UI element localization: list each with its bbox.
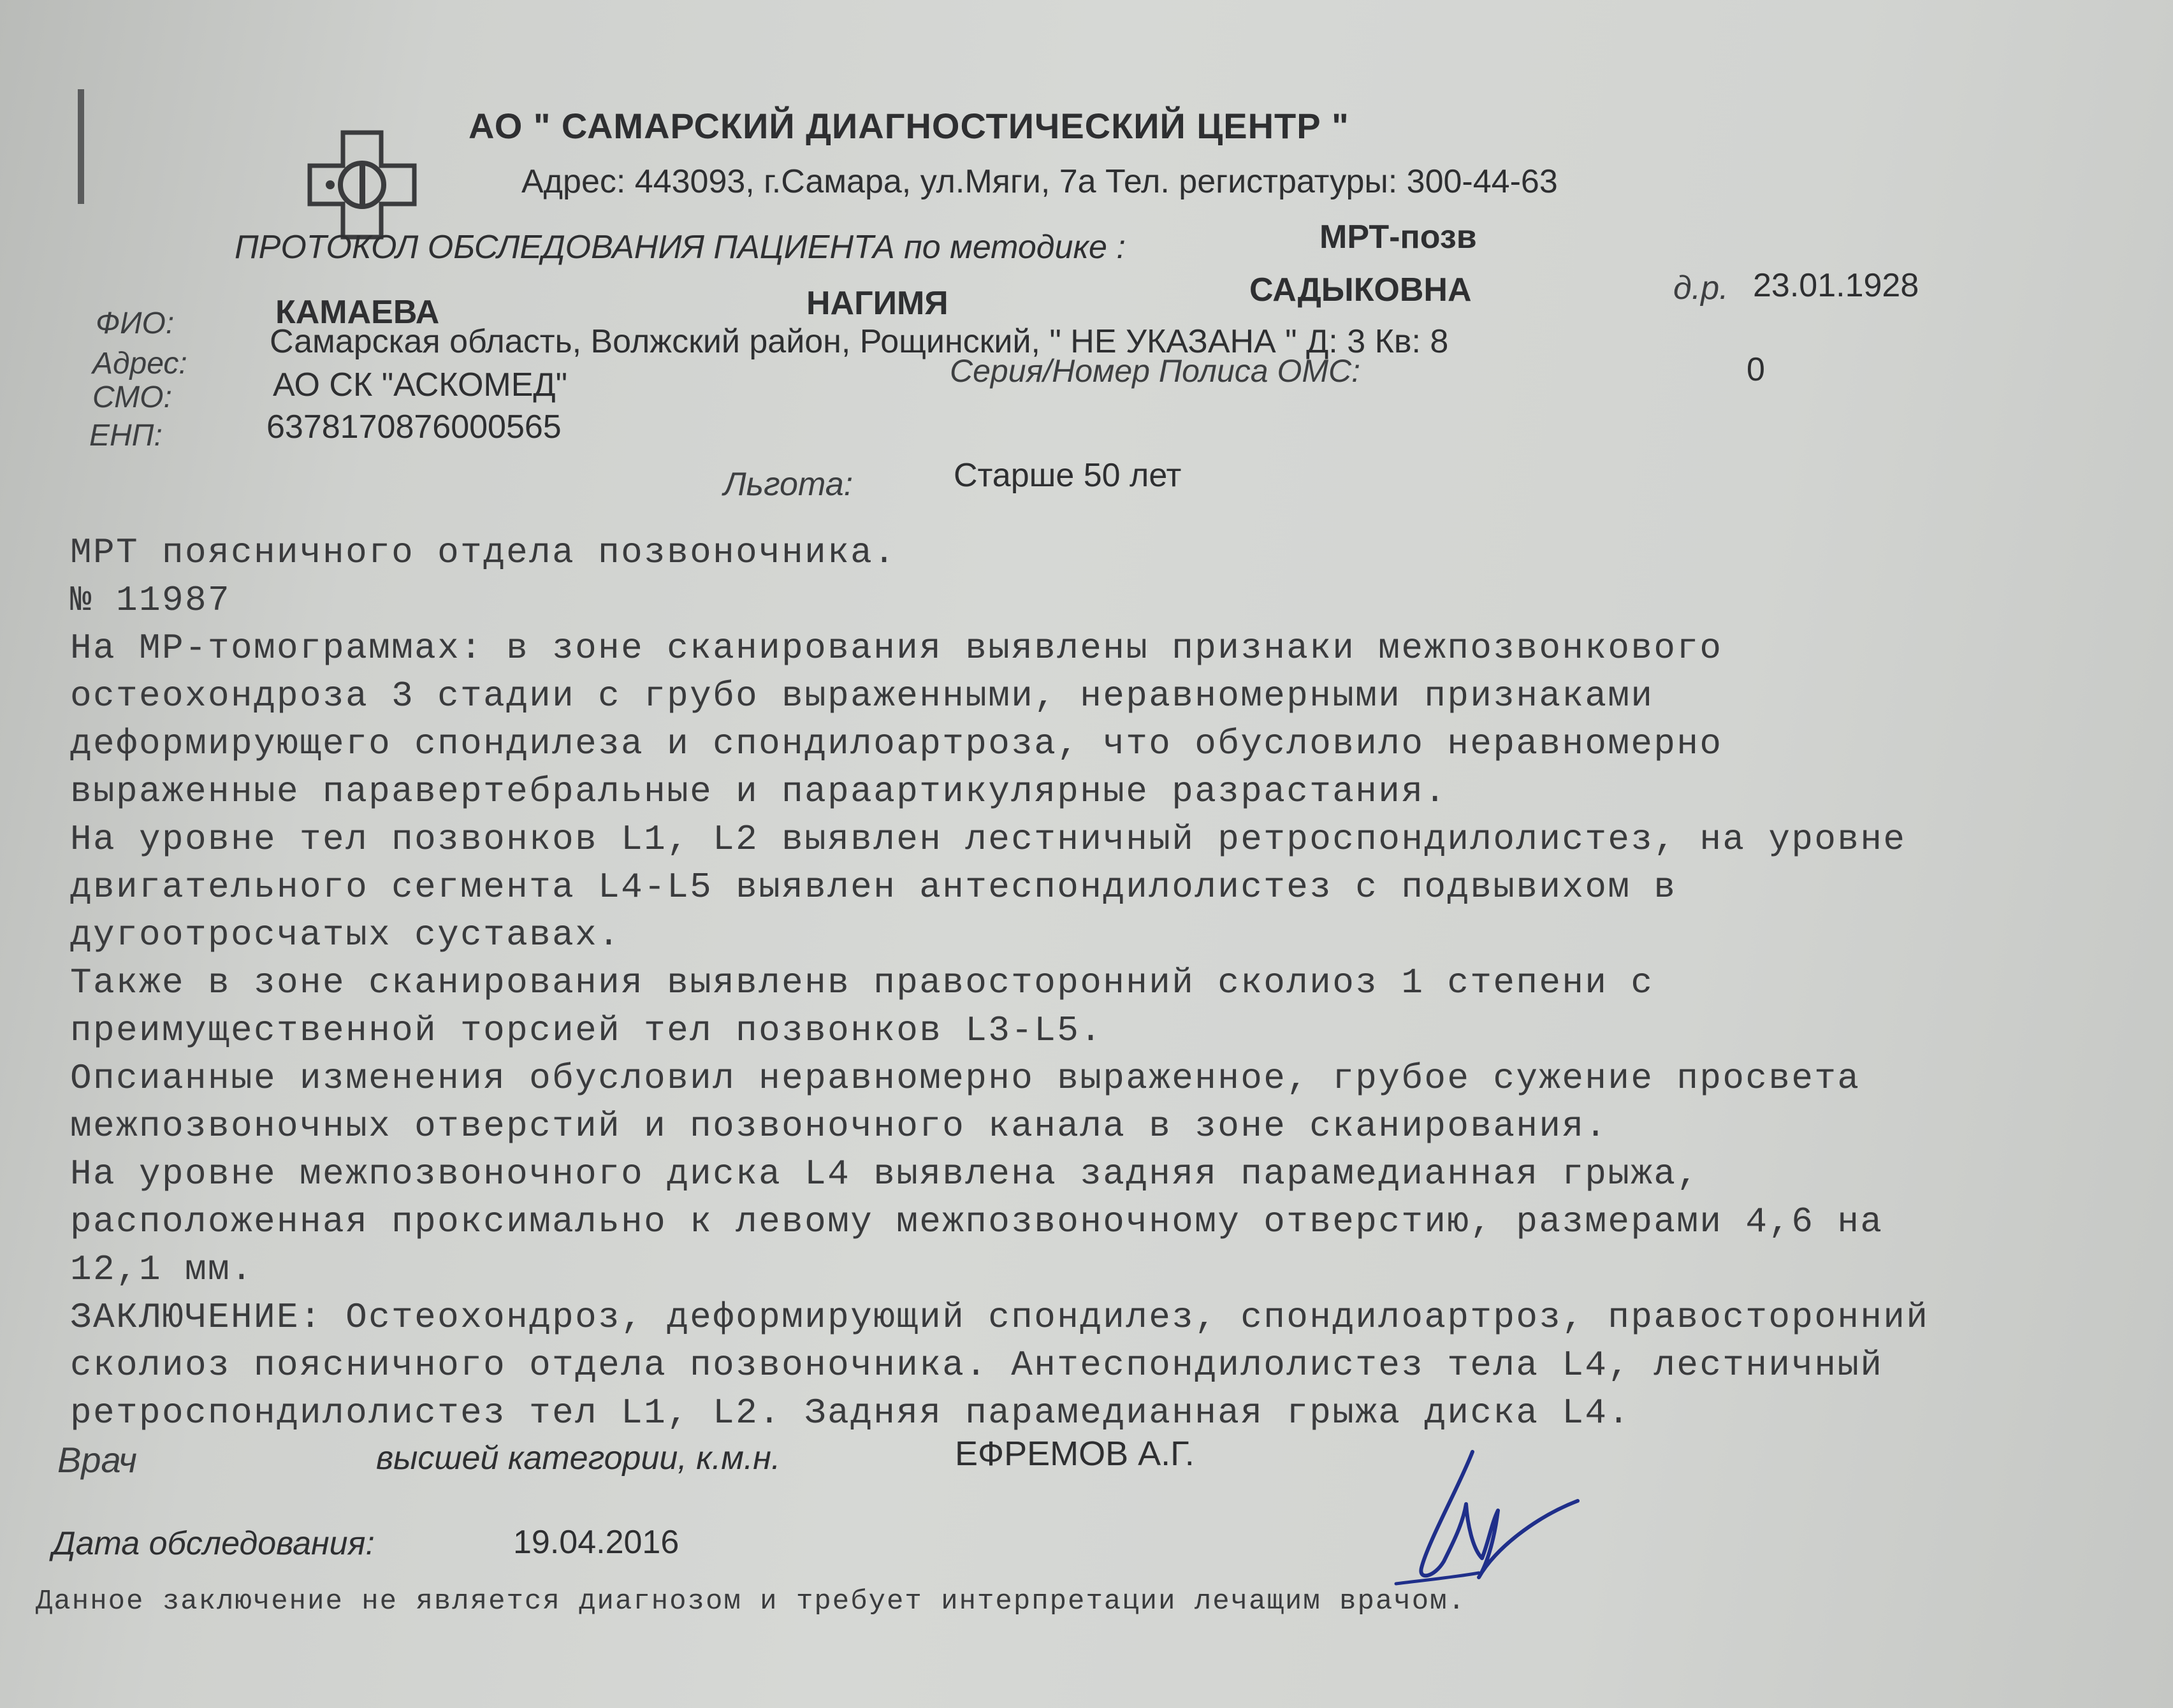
patient-patronymic: САДЫКОВНА <box>1249 271 1472 308</box>
fio-label: ФИО: <box>96 307 175 340</box>
report-line: расположенная проксимально к левому межпозвоночному отверстию, размерами 4,6 на <box>70 1201 1884 1242</box>
doctor-signature-icon <box>1383 1447 1587 1593</box>
patient-name: НАГИМЯ <box>806 285 948 322</box>
report-line: На уровне тел позвонков L1, L2 выявлен лестничный ретроспондилолистез, на уровне <box>70 819 1907 860</box>
report-line: дугоотросчатых суставах. <box>70 915 621 955</box>
report-line: Также в зоне сканирования выявленв правосторонний сколиоз 1 степени с <box>70 962 1654 1003</box>
organization-address: Адрес: 443093, г.Самара, ул.Мяги, 7а Тел. регистратуры: 300-44-63 <box>521 163 1558 200</box>
doctor-label: Врач <box>57 1440 137 1480</box>
report-line: межпозвоночных отверстий и позвоночного канала в зоне сканирования. <box>70 1106 1608 1147</box>
report-line: № 11987 <box>70 580 231 621</box>
address-label: Адрес: <box>92 347 187 380</box>
exam-date: 19.04.2016 <box>513 1524 680 1561</box>
report-line: преимущественной торсией тел позвонков L3-L5. <box>70 1010 1103 1051</box>
report-line: двигательного сегмента L4-L5 выявлен антеспондилолистез с подвывихом в <box>70 867 1677 908</box>
patient-policy: 0 <box>1747 351 1765 388</box>
patient-smo: АО СК "АСКОМЕД" <box>273 366 568 403</box>
report-line: На уровне межпозвоночного диска L4 выявлена задняя парамедианная грыжа, <box>70 1154 1700 1194</box>
exam-date-label: Дата обследования: <box>52 1525 375 1562</box>
report-text <box>70 529 1929 1437</box>
exam-method: МРТ-позв <box>1319 219 1477 256</box>
margin-mark <box>78 89 84 204</box>
report-line: На МР-томограммах: в зоне сканирования выявлены признаки межпозвонкового <box>70 628 1723 669</box>
patient-address: Самарская область, Волжский район, Рощинский, " НЕ УКАЗАНА " Д: 3 Кв: 8 <box>270 323 1449 360</box>
report-line: выраженные паравертебральные и параартикулярные разрастания. <box>70 771 1448 812</box>
patient-dob: 23.01.1928 <box>1753 267 1919 304</box>
patient-benefit: Старше 50 лет <box>954 457 1182 494</box>
dob-label: д.р. <box>1673 270 1729 307</box>
protocol-title: ПРОТОКОЛ ОБСЛЕДОВАНИЯ ПАЦИЕНТА по методике : <box>235 229 1126 266</box>
enp-label: ЕНП: <box>89 419 163 452</box>
doctor-name: ЕФРЕМОВ А.Г. <box>955 1435 1195 1473</box>
report-line: ЗАКЛЮЧЕНИЕ: Остеохондроз, деформирующий спондилез, спондилоартроз, правосторонний <box>70 1297 1930 1338</box>
report-line: Опсианные изменения обусловил неравномерно выраженное, грубое сужение просвета <box>70 1058 1861 1099</box>
report-line: ретроспондилолистез тел L1, L2. Задняя парамедианная грыжа диска L4. <box>70 1393 1631 1433</box>
benefit-label: Льгота: <box>723 466 854 503</box>
patient-enp: 6378170876000565 <box>266 409 562 445</box>
organization-name: АО " САМАРСКИЙ ДИАГНОСТИЧЕСКИЙ ЦЕНТР " <box>469 106 1349 146</box>
report-line: сколиоз поясничного отдела позвоночника. Антеспондилолистез тела L4, лестничный <box>70 1345 1884 1386</box>
doctor-category: высшей категории, к.м.н. <box>376 1440 781 1477</box>
diagnostic-center-logo-icon <box>305 127 419 242</box>
report-line: остеохондроза 3 стадии с грубо выраженными, неравномерными признаками <box>70 676 1654 716</box>
patient-surname: КАМАЕВА <box>275 294 440 331</box>
smo-label: СМО: <box>92 380 172 414</box>
disclaimer: Данное заключение не является диагнозом и требует интерпретации лечащим врачом. <box>36 1586 1466 1618</box>
report-line: деформирующего спондилеза и спондилоартроза, что обусловило неравномерно <box>70 723 1723 764</box>
policy-label: Серия/Номер Полиса ОМС: <box>950 353 1361 389</box>
report-line: МРТ поясничного отдела позвоночника. <box>70 532 897 573</box>
report-line: 12,1 мм. <box>70 1249 254 1290</box>
